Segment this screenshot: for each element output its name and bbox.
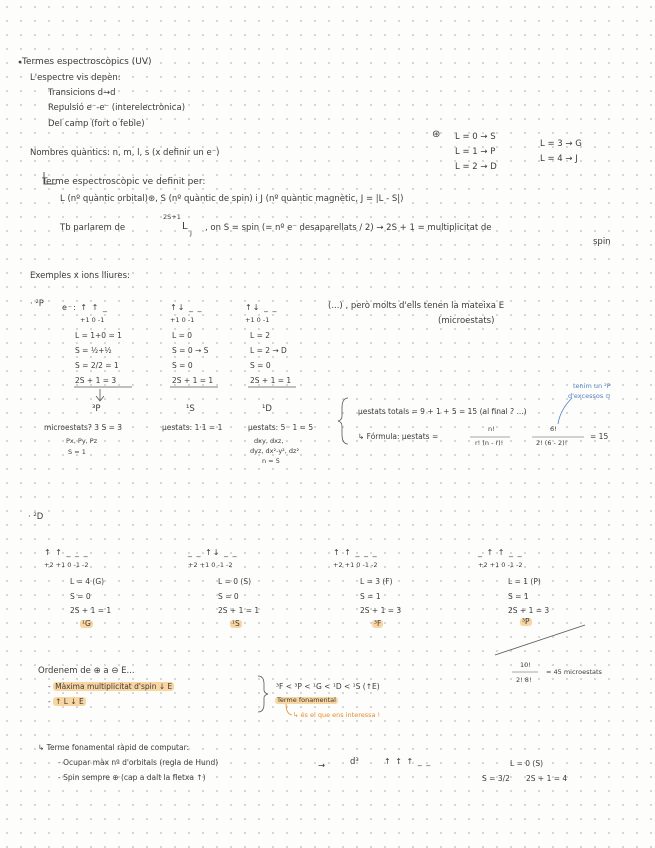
col-line: S = 0: [172, 361, 193, 370]
orbital-diagram: _ ↑ ↑ _ _: [478, 548, 523, 557]
d2-label: · ²D: [28, 512, 44, 522]
fonamental-result: S = 3/2: [482, 774, 510, 783]
hook-arrow: [44, 172, 56, 184]
total-microstates: µestats totals = 9 + 1 + 5 = 15 (al final ? ...): [358, 407, 527, 416]
page-title: Termes espectroscòpics (UV): [22, 57, 152, 67]
col-line: 2S + 1 = 1: [70, 606, 112, 615]
col-line: L = 2 → D: [250, 346, 287, 355]
term-symbol: ¹D: [262, 404, 272, 414]
micro-note: µestats: 1·1 = 1: [162, 423, 223, 432]
brace: [258, 676, 268, 712]
blue-arrow: [558, 398, 572, 424]
col-line: S = 2/2 = 1: [75, 361, 119, 370]
term-symbol: ³P: [522, 617, 530, 626]
orange-arrow: [286, 704, 292, 715]
orbital-diagram: ↑ ↑ _ _ _: [333, 548, 378, 557]
notation-tail: spin: [593, 237, 611, 247]
formula-num: n!: [488, 425, 495, 433]
col-line: 2S + 1 = 1: [218, 606, 260, 615]
col-line: L = 1+0 = 1: [75, 331, 122, 340]
formula-num2: 6!: [550, 425, 557, 433]
comb-result: = 45 microestats: [546, 668, 602, 676]
col-line: L = 0: [172, 331, 193, 340]
notation-sub: J: [190, 229, 192, 237]
espectre-item: Transicions d→d: [48, 88, 116, 98]
strike-line: [495, 625, 585, 655]
quantum-line: Nombres quàntics: n, m, l, s (x definir un e⁻): [30, 148, 220, 158]
col-line: 2S + 1 = 1: [250, 376, 292, 385]
fonamental-result: 2S + 1 = 4: [526, 774, 568, 783]
order-rule-text: Màxima multiplicitat d'spin ↓ E: [55, 682, 173, 691]
col-line: S = 1: [508, 592, 529, 601]
fonamental-rule: - Spin sempre ⊕ (cap a dalt la fletxa ↑): [58, 773, 206, 782]
fonamental-rule: - Ocupar màx nº d'orbitals (regla de Hund): [58, 758, 219, 767]
fonamental-tag: Terme fonamental: [277, 696, 336, 704]
terme-def: Terme espectroscòpic ve definit per:: [42, 177, 206, 187]
orbital-index: +1 0 -1: [245, 316, 270, 324]
micro-note: µestats: 5 · 1 = 5: [248, 423, 314, 432]
orbital-diagram: ↑↓ _ _: [245, 303, 278, 312]
p2-intro2: (microestats): [438, 316, 495, 326]
espectre-item: Repulsió e⁻-e⁻ (interelectrònica): [48, 103, 186, 113]
l-map2-item: L = 3 → G: [540, 139, 582, 149]
micro-note: dyz, dx²-y², dz²: [250, 447, 300, 455]
examples-heading: Exemples x ions lliures:: [30, 271, 130, 281]
l-map2-item: L = 4 → J: [540, 154, 578, 164]
notation-main: L: [182, 221, 188, 232]
col-line: L = 4 (G): [70, 577, 105, 586]
orbital-index: +2 +1 0 -1 -2: [333, 561, 378, 569]
col-line: S = 0: [218, 592, 239, 601]
orbital-index: +1 0 -1: [170, 316, 195, 324]
micro-note: S = 1: [68, 448, 86, 456]
col-line: L = 3 (F): [360, 577, 393, 586]
formula-den2: 2! (6 - 2)!: [536, 439, 568, 447]
col-line: S = 0: [250, 361, 271, 370]
order-rule-text: ↑ L ↓ E: [55, 697, 84, 706]
orbital-diagram: ↑↓ _ _: [170, 303, 203, 312]
orbital-diagram: _ _ ↑↓ _ _: [188, 548, 238, 557]
comb-num: 10!: [520, 661, 531, 669]
terme-vars: L (nº quàntic orbital)⊛, S (nº quàntic de spin) i J (nº quàntic magnètic, J = |L - S|): [60, 194, 404, 204]
espectre-heading: L'espectre vis depèn:: [30, 73, 121, 83]
formula-prefix: ↳ Fórmula: µestats =: [358, 432, 439, 441]
brace: [338, 398, 348, 444]
term-symbol: ³P: [92, 404, 101, 414]
order-rule: - ↑ L ↓ E: [48, 697, 84, 706]
l-map-item: L = 0 → S: [455, 132, 496, 142]
col-line: L = 0 (S): [218, 577, 251, 586]
fonamental-heading: ↳ Terme fonamental ràpid de computar:: [38, 743, 190, 752]
p2-label: · ²P: [30, 299, 44, 309]
bullet-dot: [19, 61, 22, 64]
l-map-item: L = 1 → P: [455, 147, 496, 157]
down-arrow: [96, 389, 104, 401]
notation-sup: 2S+1: [163, 213, 181, 221]
col-line: 2S + 1 = 3: [360, 606, 402, 615]
col-line: S = 0: [70, 592, 91, 601]
col-line: L = 1 (P): [508, 577, 541, 586]
fonamental-config: d³: [350, 757, 359, 767]
l-map-marker: ⊛: [432, 129, 441, 140]
micro-note: dxy, dxz,: [254, 437, 284, 445]
term-symbol: ³F: [374, 619, 382, 628]
order-sequence: ³F < ³P < ¹G < ¹D < ¹S (↑E): [276, 682, 380, 691]
formula-result: = 15: [590, 432, 609, 441]
formula-den: r! (n - r)!: [475, 439, 504, 447]
order-heading: Ordenem de ⊕ a ⊖ E...: [38, 666, 135, 676]
comb-den: 2! 8!: [516, 676, 532, 684]
order-note: ↳ és el que ens interessa !: [293, 711, 381, 719]
col-line: 2S + 1 = 1: [172, 376, 214, 385]
orbital-diagram: e⁻: ↑ ↑ _: [62, 303, 108, 312]
term-symbol: ¹S: [186, 404, 195, 414]
orbital-diagram: ↑ ↑ _ _ _: [44, 548, 89, 557]
term-symbol: ¹S: [232, 619, 240, 628]
blue-note: d'excessos ⊙: [568, 392, 611, 400]
order-rule: - Màxima multiplicitat d'spin ↓ E: [48, 682, 173, 691]
l-map-item: L = 2 → D: [455, 162, 497, 172]
micro-note: n = 5: [262, 457, 280, 465]
fonamental-arrow: →: [318, 761, 326, 771]
orbital-index: +2 +1 0 -1 -2: [188, 561, 233, 569]
term-symbol: ¹G: [82, 619, 91, 628]
orbital-index: +2 +1 0 -1 -2: [44, 561, 89, 569]
p2-intro: (...) , però molts d'ells tenen la mateixa E: [328, 301, 505, 311]
micro-note: microestats? 3 S = 3: [44, 423, 123, 432]
micro-note: Px, Py, Pz: [66, 437, 98, 445]
col-line: L = 2: [250, 331, 271, 340]
orbital-index: +2 +1 0 -1 -2: [478, 561, 523, 569]
notation-prefix: Tb parlarem de: [60, 223, 126, 233]
col-line: S = 1: [360, 592, 381, 601]
notation-text: , on S = spin (= nº e⁻ desaparellats / 2) → 2S + 1 = multiplicitat de: [205, 223, 492, 233]
fonamental-result: L = 0 (S): [510, 759, 543, 768]
orbital-index: +1 0 -1: [80, 316, 105, 324]
col-line: 2S + 1 = 3: [508, 606, 550, 615]
col-line: 2S + 1 = 3: [75, 376, 117, 385]
fonamental-arrows: ↑ ↑ ↑ _ _: [384, 757, 432, 766]
col-line: S = 0 → S: [172, 346, 209, 355]
blue-note: tenim un ²P: [573, 382, 611, 390]
espectre-item: Del camp (fort o feble): [48, 119, 145, 129]
col-line: S = ½+½: [75, 346, 112, 355]
